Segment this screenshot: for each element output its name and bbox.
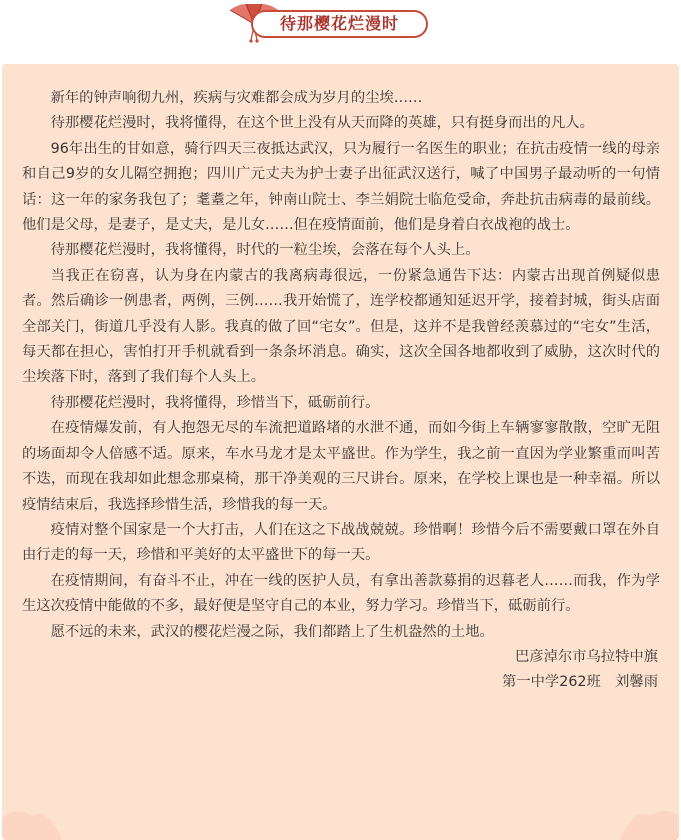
paragraph: 待那樱花烂漫时，我将懂得，在这个世上没有从天而降的英雄，只有挺身而出的凡人。 <box>50 115 594 132</box>
header-bar <box>0 0 681 46</box>
paragraph: 在疫情期间，有奋斗不止，冲在一线的医护人员，有拿出善款募捐的迟暮老人……而我，作为学生这次疫情中能做的不多，最好便是坚守自己的本业，努力学习。珍惜当下，砥砺前行。 <box>22 572 660 615</box>
paragraph: 待那樱花烂漫时，我将懂得，珍惜当下，砥砺前行。 <box>50 394 380 411</box>
paragraph: 待那樱花烂漫时，我将懂得，时代的一粒尘埃，会落在每个人头上。 <box>50 242 480 259</box>
paragraph: 疫情对整个国家是一个大打击，人们在这之下战战兢兢。珍惜啊！珍惜今后不需要戴口罩在外自由行走的每一天，珍惜和平美好的太平盛世下的每一天。 <box>22 521 660 564</box>
article-panel <box>2 64 679 840</box>
paragraph: 新年的钟声响彻九州，疾病与灾难都会成为岁月的尘埃…… <box>50 90 423 106</box>
paragraph: 愿不远的未来，武汉的樱花烂漫之际，我们都踏上了生机盎然的土地。 <box>50 623 494 640</box>
paragraph: 当我正在窃喜，认为身在内蒙古的我离病毒很远，一份紧急通告下达：内蒙古出现首例疑似患者。然后确诊一例患者，两例，三例……我开始慌了，连学校都通知延迟开学，接着封城，街头店面全部关门，街道几乎没有人影。我真的做了回“宅女”。但是，这并不是我曾经羡慕过的“宅女”生活，每天都在担心，害怕打开手机就看到一条条坏消息。确实，这次全国各地都收到了威胁，这次时代的尘埃落下时，落到了我们每个人头上。 <box>22 267 660 386</box>
cloud-pattern-icon <box>2 780 679 840</box>
page-title: 待那樱花烂漫时 <box>251 10 428 38</box>
author-school: 巴彦淖尔市乌拉特中旗 <box>515 648 658 665</box>
paragraph: 96年出生的甘如意，骑行四天三夜抵达武汉，只为履行一名医生的职业；在抗击疫情一线的母亲和自己9岁的女儿隔空拥抱；四川广元丈夫为护士妻子出征武汉送行，喊了中国男子最动听的一句情话：这一年的家务我包了；耄耋之年，钟南山院士、李兰娟院士临危受命，奔赴抗击病毒的最前线。他们是父母，是妻子，是丈夫，是儿女……但在疫情面前，他们是身着白衣战袍的战士。 <box>22 140 660 234</box>
author-class-name: 第一中学262班 刘馨雨 <box>502 674 658 691</box>
paragraph: 在疫情爆发前，有人抱怨无尽的车流把道路堵的水泄不通，而如今街上车辆寥寥散散，空旷无阻的场面却令人倍感不适。原来，车水马龙才是太平盛世。作为学生，我之前一直因为学业繁重而叫苦不迭，而现在我却如此想念那桌椅，那干净美观的三尺讲台。原来，在学校上课也是一种幸福。所以疫情结束后，我选择珍惜生活，珍惜我的每一天。 <box>22 420 660 513</box>
article-body <box>22 86 660 696</box>
